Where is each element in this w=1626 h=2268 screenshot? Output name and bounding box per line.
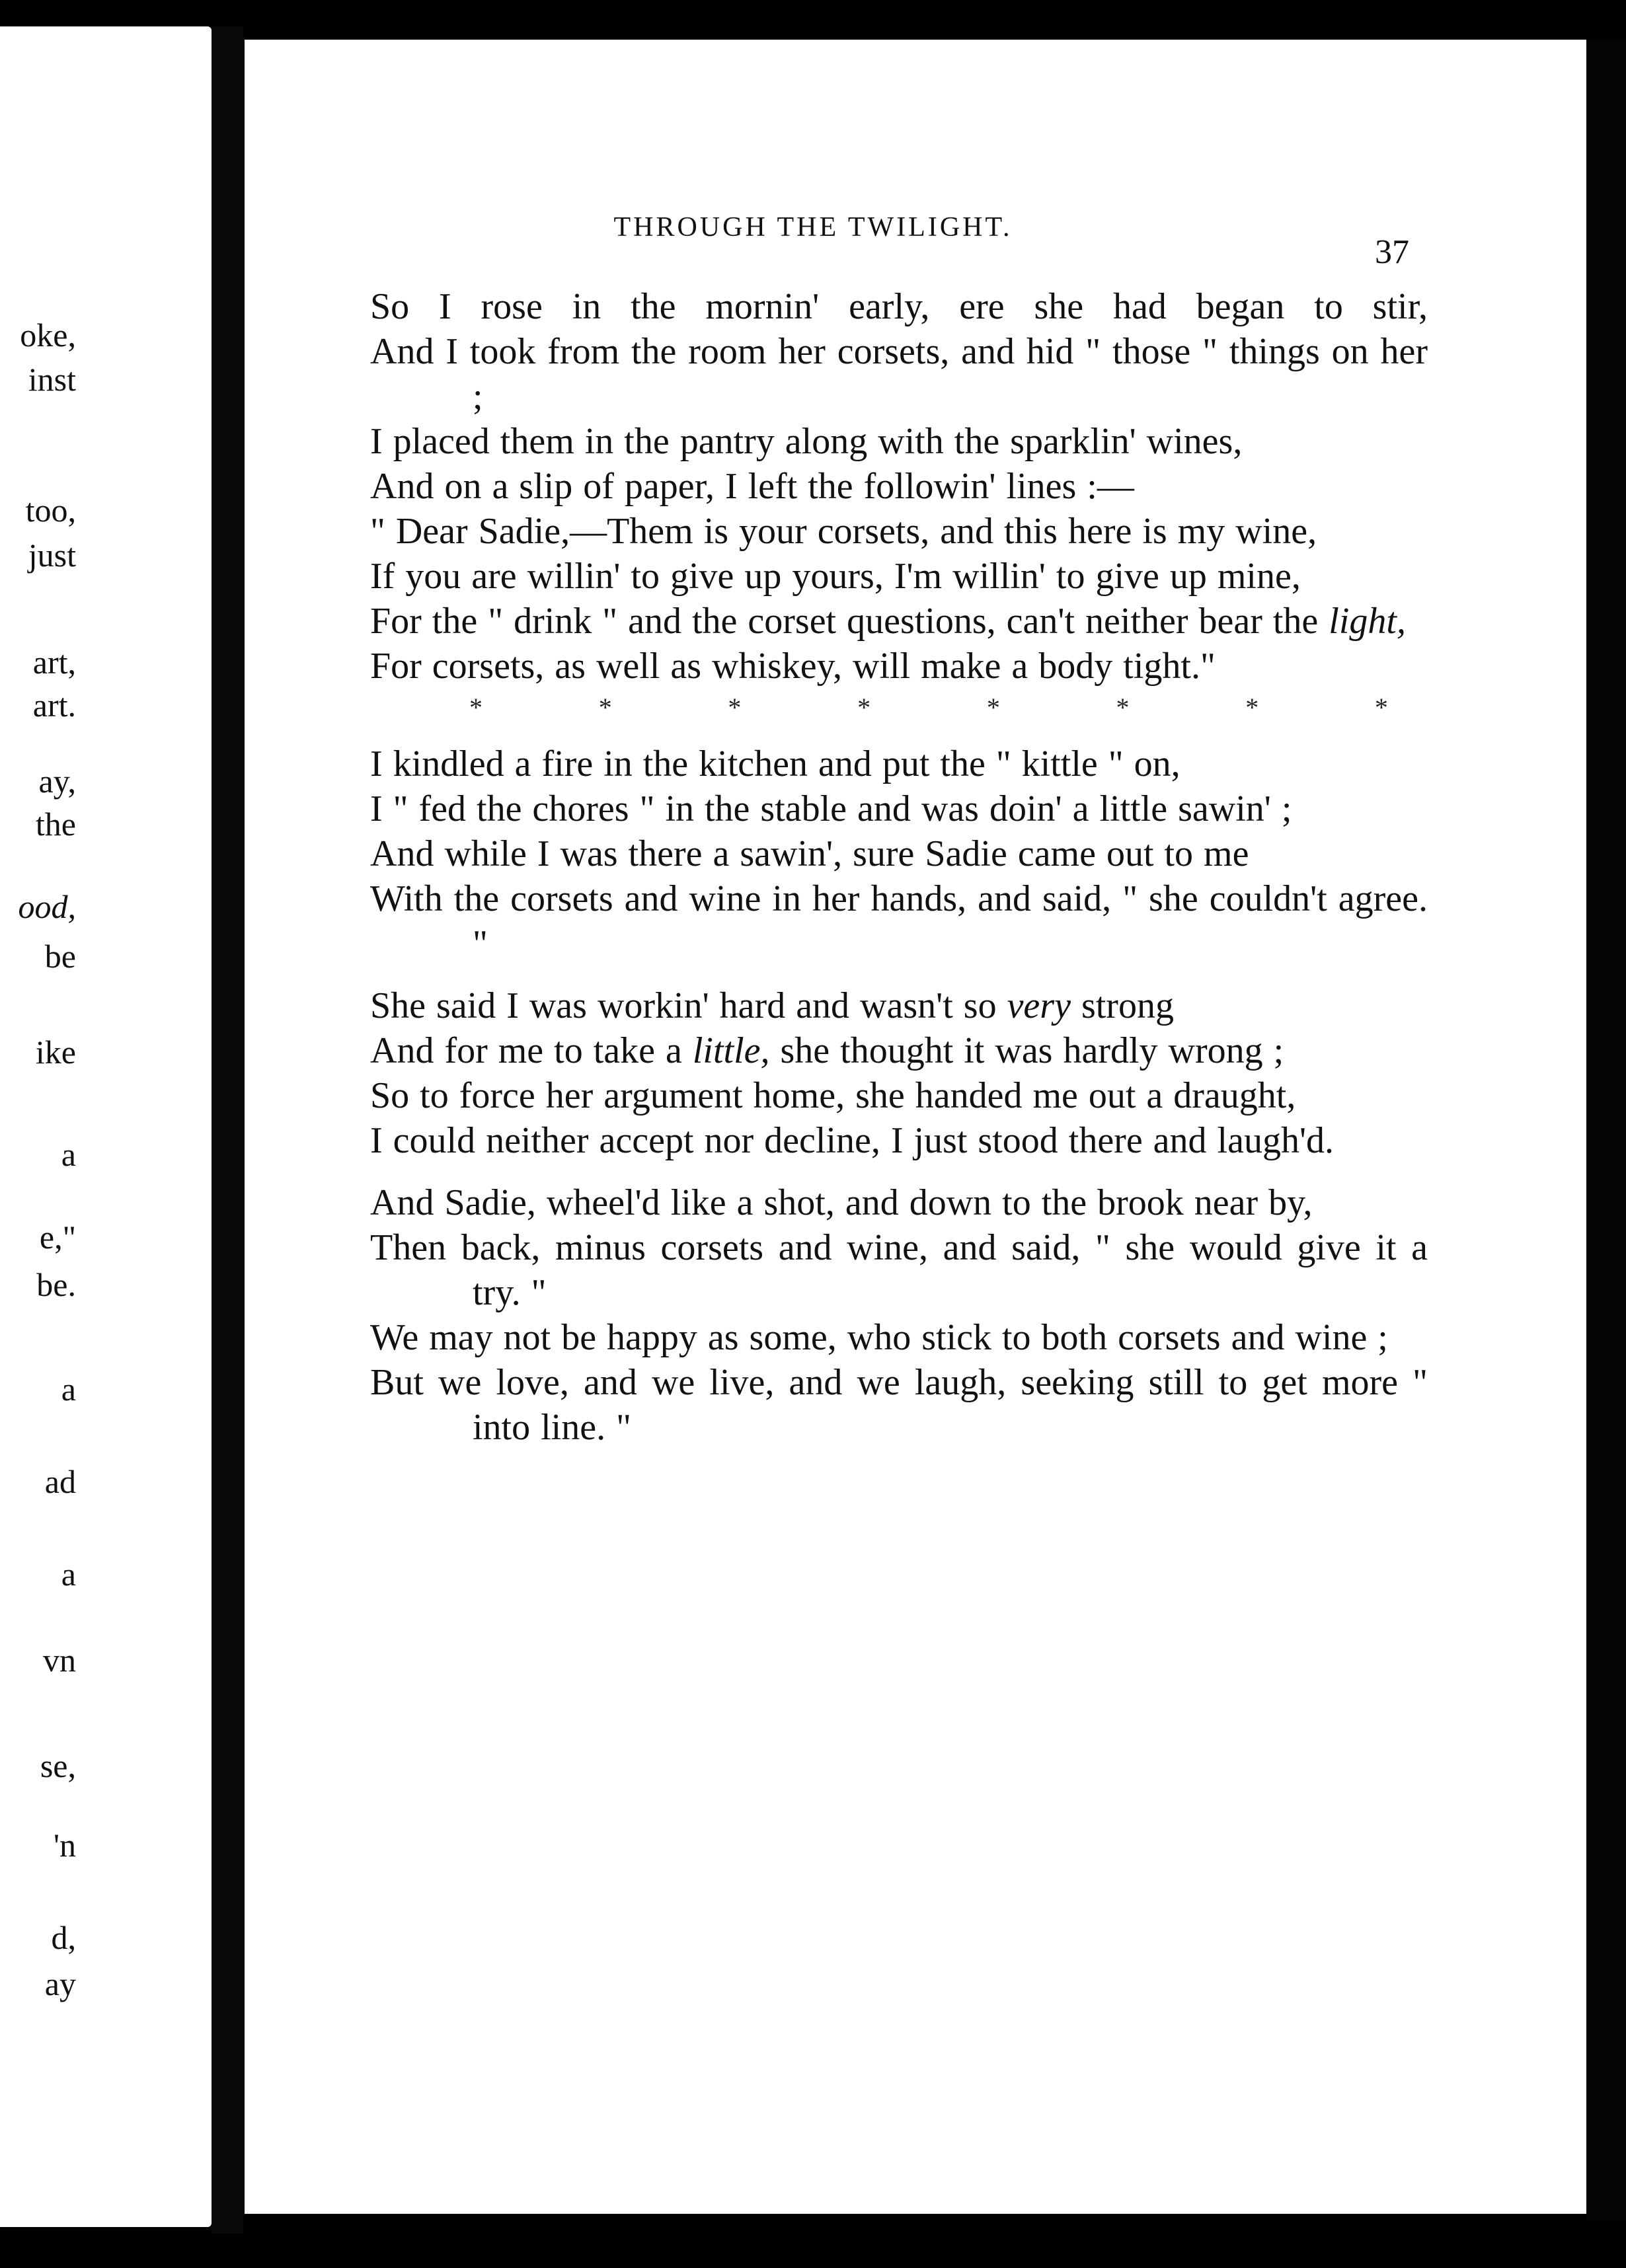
left-page-text: art, [32, 644, 76, 681]
verse-text: And for me to take a [370, 1030, 682, 1071]
verse-line: And Sadie, wheel'd like a shot, and down to the brook near by, [370, 1182, 1313, 1223]
left-page-text: se, [40, 1747, 76, 1784]
stanza-3 [370, 983, 1428, 1163]
verse-line: Then back, minus corsets and wine, and said, " she would give it a try. " [370, 1227, 1428, 1313]
verse-line: For corsets, as well as whiskey, will make a body tight." [370, 646, 1216, 687]
book-gutter [212, 26, 243, 2234]
verse-line: And on a slip of paper, I left the followin' lines :— [370, 466, 1134, 507]
verse-line [370, 1028, 1428, 1073]
left-page-text: 'n [53, 1827, 76, 1864]
verse-text: strong [1081, 985, 1174, 1026]
stanza-4 [370, 1180, 1428, 1450]
stanza-1 [370, 284, 1428, 724]
verse-text: She said I was workin' hard and wasn't so [370, 985, 997, 1026]
left-page-text: a [61, 1136, 76, 1173]
left-page-text: ay, [38, 763, 76, 800]
left-page-text: a [61, 1556, 76, 1593]
italic-word: little, [692, 1030, 770, 1071]
verse-line: But we love, and we live, and we laugh, seeking still to get more " into line. " [370, 1362, 1428, 1448]
stanza-2 [370, 741, 1428, 966]
verse-text: For the " drink " and the corset questions, can't neither bear the [370, 601, 1319, 642]
poem-body [370, 284, 1428, 1450]
verse-line: So to force her argument home, she handed me out a draught, [370, 1075, 1296, 1116]
left-page-text: a [61, 1371, 76, 1408]
asterisk: * [598, 693, 612, 722]
left-page-text: vn [43, 1642, 76, 1679]
asterisk: * [728, 693, 742, 722]
verse-line: " Dear Sadie,—Them is your corsets, and this here is my wine, [370, 511, 1317, 552]
asterisk: * [857, 693, 871, 722]
asterisk: * [469, 693, 483, 722]
verse-line [370, 599, 1428, 644]
asterisk: * [1245, 693, 1259, 722]
verse-line: I placed them in the pantry along with the sparklin' wines, [370, 421, 1243, 462]
section-break-asterisks [370, 689, 1428, 724]
left-page-text: e," [39, 1219, 76, 1256]
left-page-fragment [0, 26, 212, 2227]
left-page-text: inst [28, 361, 76, 398]
left-page-text: ad [44, 1463, 76, 1500]
verse-line: And while I was there a sawin', sure Sadie came out to me [370, 833, 1249, 874]
verse-line: So I rose in the mornin' early, ere she had began to stir, [370, 286, 1428, 327]
left-page-text: ood, [18, 888, 76, 925]
left-page-text: art. [32, 687, 76, 724]
asterisk: * [1374, 693, 1388, 722]
italic-word: light, [1329, 601, 1406, 642]
left-page-text: too, [25, 492, 76, 529]
verse-line: With the corsets and wine in her hands, and said, " she couldn't agree. " [370, 878, 1428, 964]
left-page-text: be [44, 938, 76, 975]
verse-line: I kindled a fire in the kitchen and put the " kittle " on, [370, 743, 1181, 784]
left-page-text: be. [36, 1266, 76, 1303]
left-page-text: ike [35, 1034, 76, 1071]
verse-line: I " fed the chores " in the stable and was doin' a little sawin' ; [370, 788, 1292, 829]
left-page-text: ay [44, 1965, 76, 2002]
verse-text: she thought it was hardly wrong ; [780, 1030, 1284, 1071]
left-page-text: the [35, 806, 76, 843]
left-page-text: d, [51, 1919, 76, 1956]
asterisk: * [986, 693, 1000, 722]
left-page-text: just [28, 537, 76, 574]
verse-line: I could neither accept nor decline, I just stood there and laugh'd. [370, 1120, 1335, 1161]
running-head: THROUGH THE TWILIGHT. [613, 212, 1013, 243]
verse-line: We may not be happy as some, who stick to both corsets and wine ; [370, 1317, 1388, 1358]
verse-line: If you are willin' to give up yours, I'm willin' to give up mine, [370, 556, 1301, 597]
page-number: 37 [1375, 233, 1409, 271]
left-page-text: oke, [20, 317, 76, 354]
verse-line [370, 983, 1428, 1028]
page-edge-shadow [1586, 40, 1626, 2220]
verse-line: And I took from the room her corsets, and hid " those " things on her ; [370, 331, 1428, 417]
italic-word: very [1007, 985, 1071, 1026]
asterisk: * [1116, 693, 1130, 722]
